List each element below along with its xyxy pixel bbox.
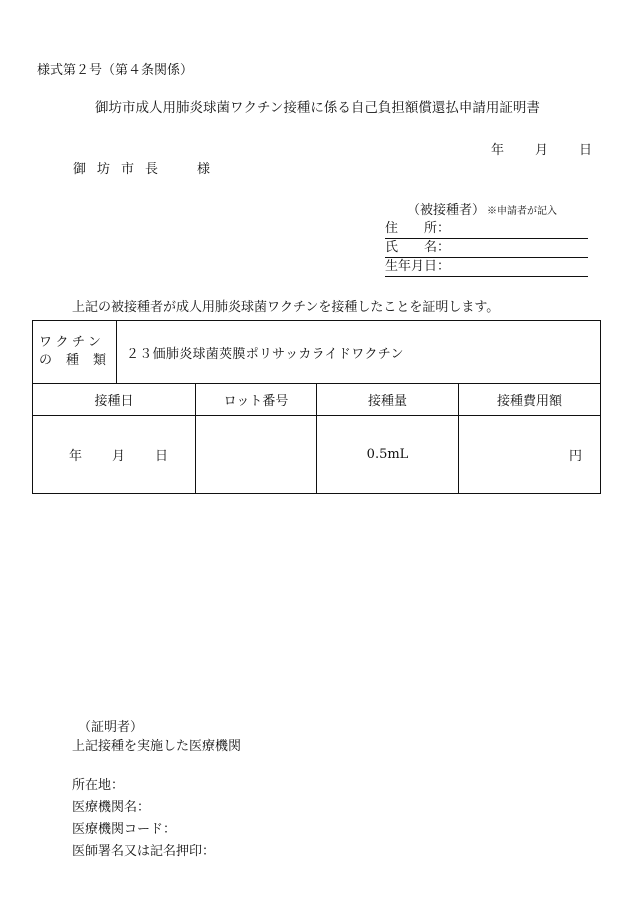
institution-name-field[interactable]: 医療機関名： bbox=[72, 800, 151, 815]
vaccine-type-label-line1: ワクチン bbox=[39, 335, 105, 350]
date-year: 年 bbox=[69, 449, 83, 464]
vaccination-date-cell[interactable] bbox=[33, 416, 196, 494]
vaccine-type-label-line2 bbox=[39, 352, 116, 370]
header-lot: ロット番号 bbox=[196, 384, 317, 416]
lot-number-cell[interactable] bbox=[196, 416, 317, 494]
address-label: 住 所： bbox=[385, 221, 451, 236]
vaccination-table bbox=[32, 320, 601, 494]
fee-cell[interactable]: 円 bbox=[459, 416, 601, 494]
location-field[interactable]: 所在地： bbox=[72, 778, 125, 793]
certifier-info bbox=[72, 775, 215, 863]
certifier-description: 上記接種を実施した医療機関 bbox=[72, 739, 242, 754]
name-field[interactable] bbox=[385, 241, 588, 258]
certifier-label: （証明者） bbox=[78, 720, 144, 735]
date-header-year: 年 bbox=[491, 143, 505, 158]
applicant-note: ※申請者が記入 bbox=[487, 206, 558, 217]
date-header bbox=[491, 144, 592, 157]
doctor-signature-field[interactable]: 医師署名又は記名押印： bbox=[72, 844, 216, 859]
header-fee: 接種費用額 bbox=[459, 384, 601, 416]
dose-cell: 0.5mL bbox=[317, 416, 459, 494]
institution-code-field[interactable]: 医療機関コード： bbox=[72, 822, 177, 837]
header-date: 接種日 bbox=[33, 384, 196, 416]
address-field[interactable] bbox=[385, 222, 588, 239]
name-label: 氏 名： bbox=[385, 240, 451, 255]
birthdate-label: 生年月日： bbox=[385, 259, 451, 274]
vaccine-type-label bbox=[33, 321, 117, 384]
applicant-heading bbox=[407, 204, 557, 217]
addressee-honorific: 様 bbox=[197, 162, 211, 177]
document-title: 御坊市成人用肺炎球菌ワクチン接種に係る自己負担額償還払申請用証明書 bbox=[95, 100, 540, 116]
certification-text: 上記の被接種者が成人用肺炎球菌ワクチンを接種したことを証明します。 bbox=[72, 300, 500, 315]
applicant-heading-text: （被接種者） bbox=[407, 203, 486, 218]
addressee-name: 御坊市長 bbox=[73, 162, 170, 177]
form-id: 様式第２号（第４条関係） bbox=[37, 63, 194, 78]
birthdate-field[interactable] bbox=[385, 260, 588, 277]
label-char-no: の bbox=[39, 353, 53, 368]
date-month: 月 bbox=[112, 449, 126, 464]
table-header-row bbox=[33, 384, 601, 416]
label-char-shu: 種 bbox=[66, 353, 80, 368]
header-dose: 接種量 bbox=[317, 384, 459, 416]
addressee bbox=[73, 163, 210, 176]
date-header-day: 日 bbox=[579, 143, 593, 158]
date-header-month: 月 bbox=[535, 143, 549, 158]
vaccine-type-value: ２３価肺炎球菌莢膜ポリサッカライドワクチン bbox=[117, 321, 601, 384]
label-char-rui: 類 bbox=[93, 353, 107, 368]
table-value-row bbox=[33, 416, 601, 494]
vaccine-type-row bbox=[33, 321, 601, 384]
date-day: 日 bbox=[155, 449, 169, 464]
